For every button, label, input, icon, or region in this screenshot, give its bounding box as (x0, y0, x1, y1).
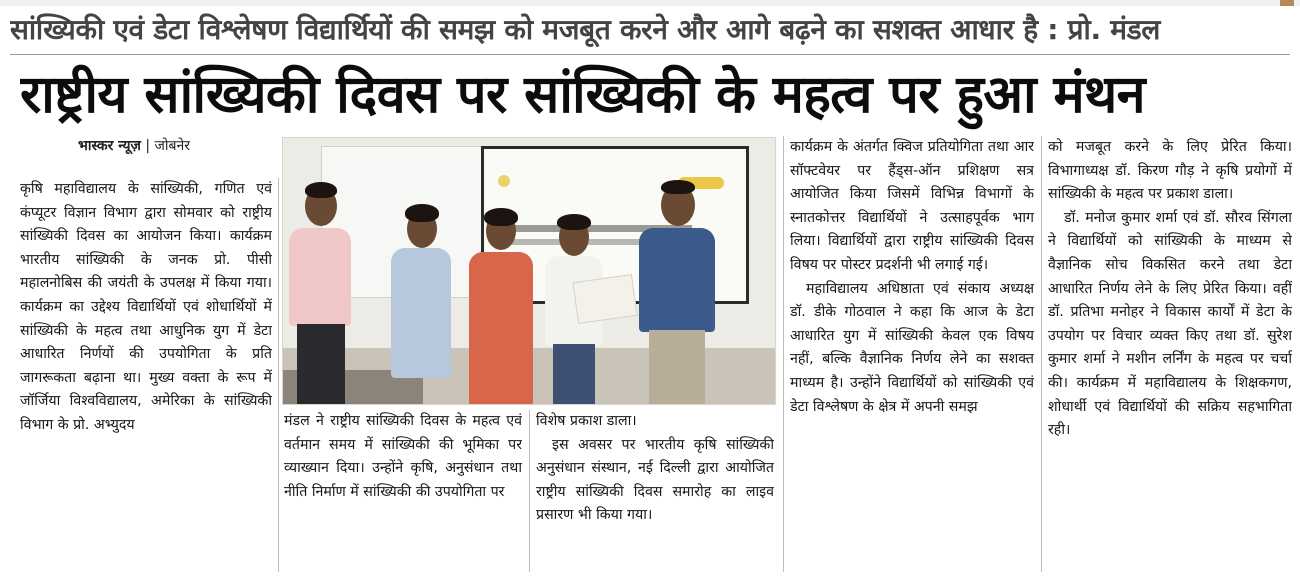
article-column-2 (284, 410, 522, 570)
article-column-1 (20, 178, 272, 568)
article-paragraph: कार्यक्रम के अंतर्गत क्विज प्रतियोगिता तथा आर सॉफ्टवेयर पर हैंड्स-ऑन प्रशिक्षण सत्र आयोजित किया जिसमें विभिन्न विभागों के स्नातकोत्तर विद्यार्थियों ने उत्साहपूर्वक भाग लिया। विद्यार्थियों द्वारा राष्ट्रीय सांख्यिकी दिवस विषय पर पोस्टर प्रदर्शनी भी लगाई गई। (790, 139, 1034, 273)
byline-separator: | (145, 138, 151, 154)
person-4-hair (557, 214, 591, 230)
screen-logo (498, 175, 510, 187)
person-5-trousers (649, 330, 705, 405)
person-1-hair (305, 182, 337, 198)
event-photo (282, 137, 776, 405)
corner-mark (1280, 0, 1294, 6)
person-5-hair (661, 180, 695, 194)
person-5-shirt (639, 228, 715, 332)
byline-place: जोबनेर (154, 138, 191, 154)
column-rule-3 (783, 136, 784, 572)
page-top-strip (0, 0, 1300, 6)
certificate (572, 274, 637, 324)
byline (78, 136, 190, 156)
person-1-shirt (289, 228, 351, 326)
person-2-hair (405, 204, 439, 222)
column-rule-1 (278, 178, 279, 572)
byline-source: भास्कर न्यूज़ (78, 138, 141, 154)
person-1-trousers (297, 324, 345, 405)
article-column-5 (1048, 136, 1292, 572)
article-paragraph: महाविद्यालय अधिष्ठाता एवं संकाय अध्यक्ष डॉ. डीके गोठवाल ने कहा कि आज के डेटा आधारित युग में सांख्यिकी केवल एक विषय नहीं, बल्कि वैज्ञानिक निर्णय लेने का सशक्त माध्यम है। उन्होंने विद्यार्थियों को सांख्यिकी एवं डेटा विश्लेषण के क्षेत्र में अपनी समझ (790, 280, 1034, 415)
main-headline: राष्ट्रीय सांख्यिकी दिवस पर सांख्यिकी के महत्व पर हुआ मंथन (20, 65, 1145, 125)
article-paragraph: विशेष प्रकाश डाला। (536, 413, 637, 429)
article-paragraph: डॉ. मनोज कुमार शर्मा एवं डॉ. सौरव सिंगला ने विद्यार्थियों को सांख्यिकी के माध्यम से वैज्ञानिक सोच विकसित करने तथा डेटा आधारित निर्णय लेने के लिए प्रेरित किया। वहीं डॉ. प्रतिभा मनोहर ने विकास कार्यों में डेटा के उपयोग पर विचार व्यक्त किए तथा डॉ. सुरेश कुमार शर्मा ने मशीन लर्निंग के महत्व पर चर्चा की। कार्यक्रम में महाविद्यालय के शिक्षकगण, शोधार्थी एवं विद्यार्थियों की सक्रिय सहभागिता रही। (1048, 209, 1292, 439)
article-paragraph: को मजबूत करने के लिए प्रेरित किया। विभागाध्यक्ष डॉ. किरण गौड़ ने कृषि प्रयोगों में सांख्यिकी के महत्व पर प्रकाश डाला। (1048, 139, 1292, 203)
person-3-saree (469, 252, 533, 405)
article-column-4 (790, 136, 1034, 572)
column-rule-2 (529, 410, 530, 572)
kicker-headline: सांख्यिकी एवं डेटा विश्लेषण विद्यार्थियों की समझ को मजबूत करने और आगे बढ़ने का सशक्त आधार है : प्रो. मंडल (10, 13, 1161, 46)
person-2-kurta (391, 248, 451, 378)
person-3-hair (484, 208, 518, 226)
article-paragraph: इस अवसर पर भारतीय कृषि सांख्यिकी अनुसंधान संस्थान, नई दिल्ली द्वारा आयोजित राष्ट्रीय सांख्यिकी दिवस समारोह का लाइव प्रसारण भी किया गया। (536, 436, 774, 524)
article-paragraph: मंडल ने राष्ट्रीय सांख्यिकी दिवस के महत्व एवं वर्तमान समय में सांख्यिकी की भूमिका पर व्याख्यान दिया। उन्होंने कृषि, अनुसंधान तथा नीति निर्माण में सांख्यिकी की उपयोगिता पर (284, 413, 522, 500)
person-4-jeans (553, 344, 595, 405)
kicker-rule (10, 54, 1290, 55)
article-column-3 (536, 410, 774, 570)
article-paragraph: कृषि महाविद्यालय के सांख्यिकी, गणित एवं कंप्यूटर विज्ञान विभाग द्वारा सोमवार को राष्ट्रीय सांख्यिकी दिवस का आयोजन किया। कार्यक्रम भारतीय सांख्यिकी के जनक प्रो. पीसी महालनोबिस की जयंती के उपलक्ष में किया गया। कार्यक्रम का उद्देश्य विद्यार्थियों एवं शोधार्थियों में सांख्यिकी के महत्व तथा आधुनिक युग में डेटा आधारित निर्णयों की उपयोगिता के प्रति जागरूकता बढ़ाना था। मुख्य वक्ता के रूप में जॉर्जिया विश्वविद्यालय, अमेरिका के सांख्यिकी विभाग के प्रो. अभ्युदय (20, 181, 272, 433)
column-rule-4 (1041, 136, 1042, 572)
